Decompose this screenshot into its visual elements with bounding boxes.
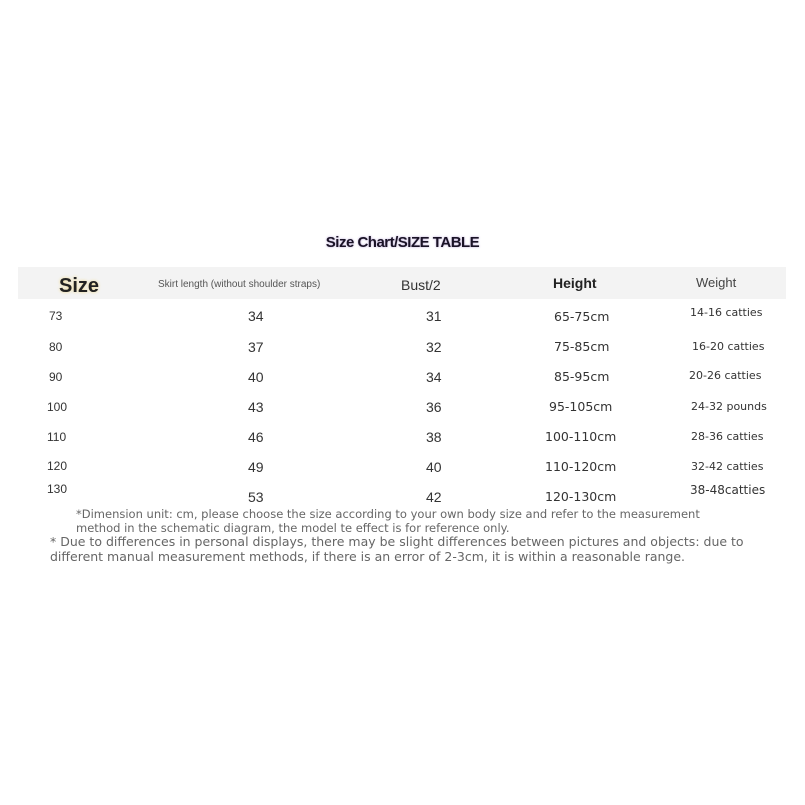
row-skirt-length: 40 <box>248 369 264 385</box>
row-height: 120-130cm <box>545 489 617 504</box>
row-weight: 20-26 catties <box>689 369 762 382</box>
row-skirt-length: 53 <box>248 489 264 505</box>
difference-note: * Due to differences in personal displays, there may be slight differences between pictures and objects: due to different manual measurement methods, if there is an error of 2-3cm, it is within a reasonable range. <box>50 534 744 564</box>
header-skirt-length: Skirt length (without shoulder straps) <box>158 279 321 290</box>
row-size: 80 <box>49 340 63 354</box>
header-height: Height <box>553 275 597 291</box>
row-size: 130 <box>47 482 68 496</box>
header-bust: Bust/2 <box>401 277 441 293</box>
page-title: Size Chart/SIZE TABLE <box>325 234 480 251</box>
row-height: 65-75cm <box>554 309 610 324</box>
row-weight: 14-16 catties <box>690 306 763 319</box>
row-bust: 34 <box>426 369 442 385</box>
row-height: 100-110cm <box>545 429 617 444</box>
row-weight: 16-20 catties <box>692 340 765 353</box>
row-weight: 32-42 catties <box>691 460 764 473</box>
header-weight: Weight <box>696 275 737 290</box>
dimension-note: *Dimension unit: cm, please choose the size according to your own body size and refer to the measurement method in the schematic diagram, the model te effect is for reference only. <box>76 507 700 535</box>
row-height: 110-120cm <box>545 459 617 474</box>
row-bust: 32 <box>426 339 442 355</box>
row-weight: 24-32 pounds <box>691 400 767 413</box>
row-bust: 31 <box>426 308 442 324</box>
row-height: 85-95cm <box>554 369 610 384</box>
row-skirt-length: 46 <box>248 429 264 445</box>
row-weight: 28-36 catties <box>691 430 764 443</box>
row-bust: 42 <box>426 489 442 505</box>
row-height: 75-85cm <box>554 339 610 354</box>
row-size: 120 <box>47 459 68 473</box>
row-skirt-length: 37 <box>248 339 264 355</box>
row-size: 100 <box>47 400 68 414</box>
row-bust: 40 <box>426 459 442 475</box>
row-size: 110 <box>47 430 67 444</box>
row-skirt-length: 34 <box>248 308 264 324</box>
row-size: 90 <box>49 370 63 384</box>
row-bust: 38 <box>426 429 442 445</box>
row-skirt-length: 43 <box>248 399 264 415</box>
row-bust: 36 <box>426 399 442 415</box>
header-size: Size <box>59 275 100 297</box>
row-size: 73 <box>49 309 63 323</box>
row-skirt-length: 49 <box>248 459 264 475</box>
row-weight: 38-48catties <box>690 483 766 497</box>
row-height: 95-105cm <box>549 399 613 414</box>
